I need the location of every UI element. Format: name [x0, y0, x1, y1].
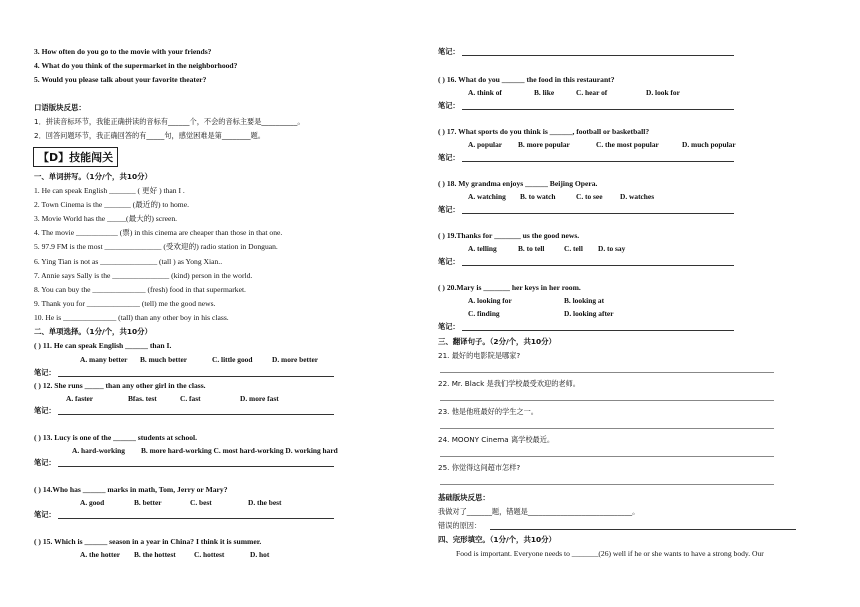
mc-19-option-b: B. to tell: [518, 244, 545, 253]
mc-19-option-d: D. to say: [598, 244, 626, 253]
mc-18-option-d: D. watches: [620, 192, 655, 201]
question-4: 4. What do you think of the supermarket in the neighborhood?: [34, 61, 238, 70]
mc-12-option-c: C. fast: [180, 394, 201, 403]
mc-question-12: ( ) 12. She runs _____ than any other girl in the class.: [34, 381, 206, 390]
mc-20-option-c: C. finding: [468, 309, 500, 318]
notes-label-16: 笔记：: [438, 101, 460, 110]
oral-reflection-2: 2．回答问题环节，我正确回答的有_____句，感觉困难是第________题。: [34, 131, 265, 140]
question-3: 3. How often do you go to the movie with your friends?: [34, 47, 212, 56]
mc-12-option-b: Bfas. test: [128, 394, 157, 403]
notes-line-11: [58, 376, 334, 377]
question-5: 5. Would you please talk about your favorite theater?: [34, 75, 207, 84]
notes-line-14: [58, 518, 334, 519]
mc-18-option-a: A. watching: [468, 192, 506, 201]
mc-11-option-a: A. many better: [80, 355, 128, 364]
answer-line-22[interactable]: [440, 400, 774, 401]
mc-question-13: ( ) 13. Lucy is one of the ______ students at school.: [34, 433, 198, 442]
answer-line-23[interactable]: [440, 428, 774, 429]
mc-11-option-d: D. more better: [272, 355, 319, 364]
mc-19-option-a: A. telling: [468, 244, 497, 253]
oral-reflection-title: 口语版块反思：: [34, 103, 86, 112]
part2-title: 二、单项选择。（1分/个，共10分）: [34, 327, 152, 336]
mc-15-option-b: B. the hottest: [134, 550, 176, 559]
translate-25: 25. 你觉得这间超市怎样?: [438, 463, 521, 472]
mc-16-option-b: B. like: [534, 88, 555, 97]
mc-17-option-a: A. popular: [468, 140, 503, 149]
spelling-4: 4. The movie ___________ (票) in this cinema are cheaper than those in that one.: [34, 228, 283, 237]
translate-23: 23. 他是他班最好的学生之一。: [438, 407, 538, 416]
notes-label-19: 笔记：: [438, 257, 460, 266]
mc-13-option-a: A. hard-working: [72, 446, 125, 455]
mc-18-option-c: C. to see: [576, 192, 603, 201]
mc-20-option-b: B. looking at: [564, 296, 605, 305]
part4-title: 四、完形填空。（1分/个，共10分）: [438, 535, 556, 544]
mc-question-19: ( ) 19.Thanks for _______ us the good news.: [438, 231, 580, 240]
notes-line-16: [462, 109, 734, 110]
mc-12-option-a: A. faster: [66, 394, 94, 403]
mc-question-11: ( ) 11. He can speak English ______ than I.: [34, 341, 172, 350]
mc-18-option-b: B. to watch: [520, 192, 556, 201]
notes-label-17: 笔记：: [438, 153, 460, 162]
notes-line-18: [462, 213, 734, 214]
spelling-5: 5. 97.9 FM is the most _______________ (受欢迎的) radio station in Donguan.: [34, 242, 278, 251]
section-d-heading: 【D】技能闯关: [33, 147, 118, 167]
basic-reflection-1: 我做对了_______题，错题是_____________________________。: [438, 507, 640, 516]
spelling-10: 10. He is ______________ (tall) than any other boy in his class.: [34, 313, 229, 322]
notes-line-12: [58, 414, 334, 415]
mc-14-option-c: C. best: [190, 498, 212, 507]
mc-question-17: ( ) 17. What sports do you think is ______, football or basketball?: [438, 127, 650, 136]
mc-question-16: ( ) 16. What do you ______ the food in this restaurant?: [438, 75, 615, 84]
notes-label-top: 笔记：: [438, 47, 460, 56]
notes-line-13: [58, 466, 334, 467]
answer-line-25[interactable]: [440, 484, 774, 485]
notes-label-12: 笔记：: [34, 406, 56, 415]
notes-line-20: [462, 330, 734, 331]
mc-question-20: ( ) 20.Mary is _______ her keys in her room.: [438, 283, 581, 292]
mc-16-option-a: A. think of: [468, 88, 502, 97]
part1-title: 一、单词拼写。（1分/个，共10分）: [34, 172, 152, 181]
spelling-2: 2. Town Cinema is the _______ (最近的) to home.: [34, 200, 189, 209]
mc-question-18: ( ) 18. My grandma enjoys ______ Beijing Opera.: [438, 179, 598, 188]
cloze-passage-start: Food is important. Everyone needs to _______(26) well if he or she wants to have a strong body. Our: [456, 549, 764, 558]
mc-question-14: ( ) 14.Who has ______ marks in math, Tom, Jerry or Mary?: [34, 485, 228, 494]
notes-label-20: 笔记：: [438, 322, 460, 331]
part3-title: 三、翻译句子。（2分/个，共10分）: [438, 337, 556, 346]
mc-13-option-bcd: B. more hard-working C. most hard-working D. working hard: [141, 446, 338, 455]
mc-16-option-d: D. look for: [646, 88, 680, 97]
mc-15-option-c: C. hottest: [194, 550, 225, 559]
spelling-8: 8. You can buy the ______________ (fresh) food in that supermarket.: [34, 285, 246, 294]
notes-line-17: [462, 161, 734, 162]
basic-reflection-2: 错误的原因：: [438, 521, 482, 530]
oral-reflection-1: 1．拼读音标环节，我能正确拼读的音标有______个，不会的音标主要是__________。: [34, 117, 305, 126]
notes-label-14: 笔记：: [34, 510, 56, 519]
mc-11-option-c: C. little good: [212, 355, 253, 364]
notes-label-13: 笔记：: [34, 458, 56, 467]
mc-17-option-b: B. more popular: [518, 140, 570, 149]
spelling-6: 6. Ying Tian is not as _______________ (tall ) as Yong Xian..: [34, 257, 223, 266]
basic-reflection-title: 基础版块反思：: [438, 493, 490, 502]
mc-19-option-c: C. tell: [564, 244, 583, 253]
mc-15-option-d: D. hot: [250, 550, 270, 559]
spelling-3: 3. Movie World has the _____(最大的) screen.: [34, 214, 178, 223]
mc-15-option-a: A. the hotter: [80, 550, 121, 559]
mc-12-option-d: D. more fast: [240, 394, 279, 403]
spelling-9: 9. Thank you for ______________ (tell) me the good news.: [34, 299, 216, 308]
notes-label-11: 笔记：: [34, 368, 56, 377]
answer-line-24[interactable]: [440, 456, 774, 457]
mc-question-15: ( ) 15. Which is ______ season in a year in China? I think it is summer.: [34, 537, 262, 546]
notes-line-19: [462, 265, 734, 266]
mc-17-option-c: C. the most popular: [596, 140, 659, 149]
spelling-1: 1. He can speak English _______ ( 更好 ) than I .: [34, 186, 185, 195]
mc-16-option-c: C. hear of: [576, 88, 608, 97]
mc-20-option-a: A. looking for: [468, 296, 512, 305]
mc-14-option-d: D. the best: [248, 498, 282, 507]
translate-24: 24. MOONY Cinema 离学校最近。: [438, 435, 555, 444]
spelling-7: 7. Annie says Sally is the _______________ (kind) person in the world.: [34, 271, 253, 280]
mc-14-option-a: A. good: [80, 498, 105, 507]
mc-11-option-b: B. much better: [140, 355, 188, 364]
notes-line-top: [462, 55, 734, 56]
translate-22: 22. Mr. Black 是我们学校最受欢迎的老师。: [438, 379, 580, 388]
mc-14-option-b: B. better: [134, 498, 162, 507]
error-reason-line[interactable]: [490, 529, 796, 530]
mc-20-option-d: D. looking after: [564, 309, 614, 318]
mc-17-option-d: D. much popular: [682, 140, 736, 149]
answer-line-21[interactable]: [440, 372, 774, 373]
notes-label-18: 笔记：: [438, 205, 460, 214]
translate-21: 21. 最好的电影院是哪家?: [438, 351, 521, 360]
